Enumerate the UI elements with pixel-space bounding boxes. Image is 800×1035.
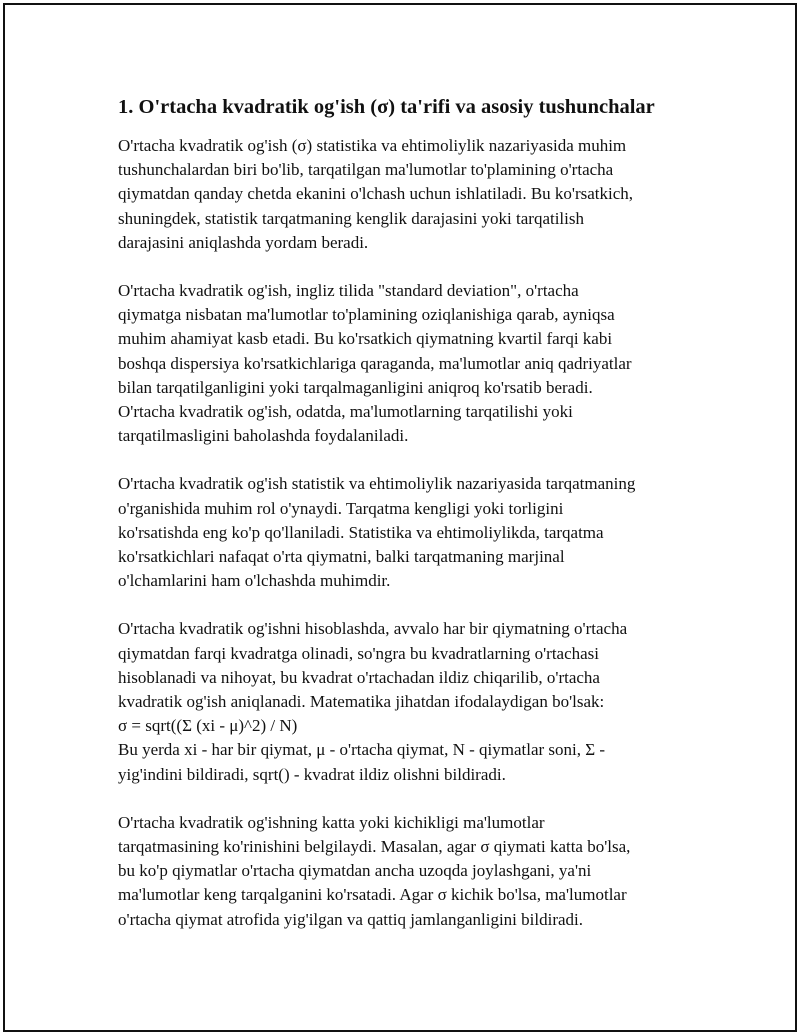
paragraph-line: hisoblanadi va nihoyat, bu kvadrat o'rtachadan ildiz chiqarilib, o'rtacha	[118, 667, 600, 687]
paragraph-line: o'rtacha qiymat atrofida yig'ilgan va qattiq jamlanganligini bildiradi.	[118, 909, 583, 929]
paragraph-line: qiymatdan farqi kvadratga olinadi, so'ngra bu kvadratlarning o'rtachasi	[118, 643, 600, 663]
paragraph-line: shuningdek, statistik tarqatmaning kenglik darajasini yoki tarqatilish	[118, 208, 584, 228]
paragraph-line: Bu yerda xi - har bir qiymat, μ - o'rtacha qiymat, N - qiymatlar soni, Σ -	[118, 740, 606, 760]
paragraph-line: yig'indini bildiradi, sqrt() - kvadrat ildiz olishni bildiradi.	[118, 764, 506, 784]
paragraph-1	[118, 134, 698, 255]
paragraph-line: O'rtacha kvadratik og'ish, ingliz tilida "standard deviation", o'rtacha	[118, 281, 579, 301]
paragraph-2	[118, 279, 698, 448]
paragraph-3	[118, 472, 698, 593]
paragraph-4	[118, 617, 698, 786]
paragraph-line: qiymatga nisbatan ma'lumotlar to'plamining oziqlanishiga qarab, ayniqsa	[118, 305, 615, 325]
paragraph-line: tarqatilmasligini baholashda foydalaniladi.	[118, 426, 409, 446]
paragraph-line: tushunchalardan biri bo'lib, tarqatilgan ma'lumotlar to'plamining o'rtacha	[118, 160, 614, 180]
paragraph-line: O'rtacha kvadratik og'ishning katta yoki kichikligi ma'lumotlar	[118, 812, 545, 832]
paragraph-line: qiymatdan qanday chetda ekanini o'lchash uchun ishlatiladi. Bu ko'rsatkich,	[118, 184, 634, 204]
paragraph-line: kvadratik og'ish aniqlanadi. Matematika jihatdan ifodalaydigan bo'lsak:	[118, 692, 605, 712]
document-body	[118, 94, 698, 956]
paragraph-line: o'rganishida muhim rol o'ynaydi. Tarqatma kengligi yoki torligini	[118, 498, 564, 518]
paragraph-line: tarqatmasining ko'rinishini belgilaydi. Masalan, agar σ qiymati katta bo'lsa,	[118, 837, 631, 857]
section-title: 1. O'rtacha kvadratik og'ish (σ) ta'rifi va asosiy tushunchalar	[118, 96, 655, 118]
paragraph-line: muhim ahamiyat kasb etadi. Bu ko'rsatkich qiymatning kvartil farqi kabi	[118, 329, 613, 349]
paragraph-line: O'rtacha kvadratik og'ishni hisoblashda, avvalo har bir qiymatning o'rtacha	[118, 619, 628, 639]
paragraph-line: O'rtacha kvadratik og'ish, odatda, ma'lumotlarning tarqatilishi yoki	[118, 402, 573, 422]
paragraph-line: ma'lumotlar keng tarqalganini ko'rsatadi. Agar σ kichik bo'lsa, ma'lumotlar	[118, 885, 627, 905]
paragraph-line: darajasini aniqlashda yordam beradi.	[118, 232, 369, 252]
paragraph-line: O'rtacha kvadratik og'ish (σ) statistika va ehtimoliylik nazariyasida muhim	[118, 136, 627, 155]
paragraph-line: boshqa dispersiya ko'rsatkichlariga qaraganda, ma'lumotlar aniq qadriyatlar	[118, 353, 632, 373]
paragraph-line: bilan tarqatilganligini yoki tarqalmaganligini aniqroq ko'rsatib beradi.	[118, 377, 593, 397]
paragraph-line: bu ko'p qiymatlar o'rtacha qiymatdan ancha uzoqda joylashgani, ya'ni	[118, 861, 592, 881]
paragraph-line: o'lchamlarini ham o'lchashda muhimdir.	[118, 571, 391, 591]
paragraph-line: ko'rsatkichlari nafaqat o'rta qiymatni, balki tarqatmaning marjinal	[118, 547, 565, 567]
paragraph-line: ko'rsatishda eng ko'p qo'llaniladi. Statistika va ehtimoliylikda, tarqatma	[118, 522, 604, 542]
paragraph-line: O'rtacha kvadratik og'ish statistik va ehtimoliylik nazariyasida tarqatmaning	[118, 474, 636, 494]
formula-line: σ = sqrt((Σ (xi - μ)^2) / N)	[118, 716, 298, 736]
paragraph-5	[118, 811, 698, 932]
